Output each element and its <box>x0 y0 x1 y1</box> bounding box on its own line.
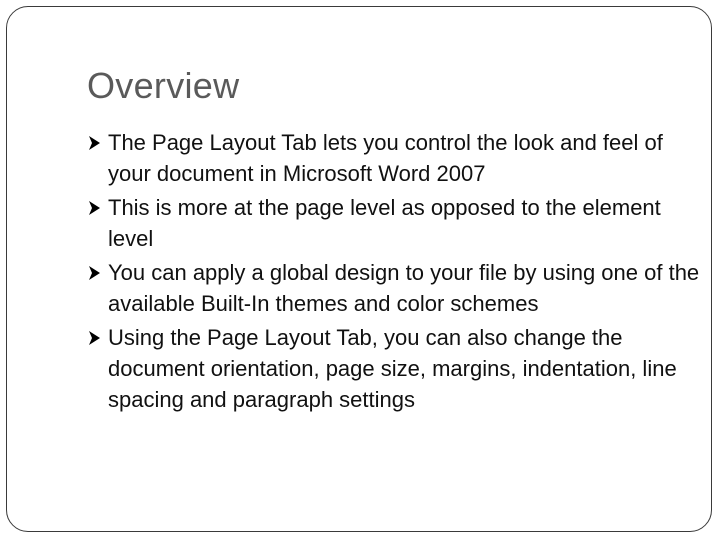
arrowhead-bullet-icon <box>87 127 105 158</box>
bullet-text: Using the Page Layout Tab, you can also change the document orientation, page size, margins, indentation, line spacing and paragraph settings <box>108 325 677 412</box>
bullet-item <box>87 127 707 189</box>
bullet-item <box>87 257 707 319</box>
bullet-text: This is more at the page level as opposed to the element level <box>108 195 661 251</box>
arrowhead-bullet-icon <box>87 192 105 223</box>
slide-title: Overview <box>87 65 240 106</box>
arrowhead-bullet-icon <box>87 322 105 353</box>
bullet-item <box>87 192 707 254</box>
bullet-text: The Page Layout Tab lets you control the look and feel of your document in Microsoft Word 2007 <box>108 130 663 186</box>
arrowhead-bullet-icon <box>87 257 105 288</box>
bullet-text: You can apply a global design to your file by using one of the available Built-In themes and color schemes <box>108 260 700 316</box>
slide-frame <box>6 6 712 532</box>
bullet-list <box>87 127 707 418</box>
bullet-item <box>87 322 707 415</box>
